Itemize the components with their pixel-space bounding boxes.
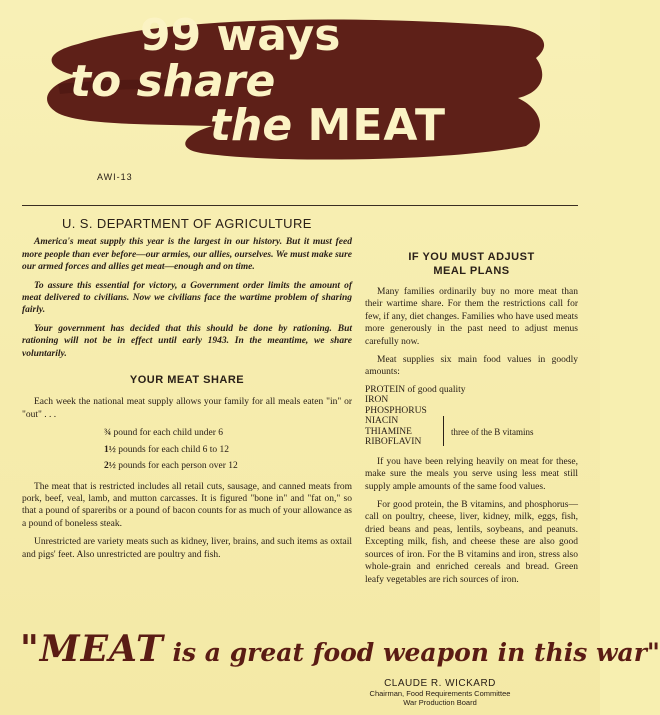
slogan: "MEAT is a great food weapon in this war" [20,628,660,670]
adjust-paragraph-3: If you have been relying heavily on meat for these, make sure the meals you serve using less meat still supply ample amounts of the same food values. [365,456,578,492]
adjust-paragraph-1: Many families ordinarily buy no more meat than their wartime share. For them the restrictions call for few, if any, diet changes. Families who have used meats more generously in the past need to adjust menus carefully now. [365,287,578,347]
nutrient-item: THIAMINE [365,426,412,437]
restricted-paragraph: The meat that is restricted includes all retail cuts, sausage, and canned meats from pork, beef, veal, lamb, and mutton carcasses. It is figured "bone in" and "fat on," so that a pound of spareribs or a pound of bacon counts for as much of your allowance as a pound of boneless steak. [22,481,352,529]
signature-block [340,678,540,707]
slogan-meat: MEAT [39,628,164,670]
b-vitamins-note: three of the B vitamins [451,426,534,437]
title-line-3 [210,100,447,151]
share-item: ¾ pound for each child under 6 [104,428,223,439]
adjust-paragraph-2: Meat supplies six main food values in goodly amounts: [365,355,578,378]
nutrient-item: RIBOFLAVIN [365,437,422,448]
divider-rule [22,205,578,206]
nutrient-item: NIACIN [365,416,399,427]
adjust-paragraph-4: For good protein, the B vitamins, and phosphorus—call on poultry, cheese, liver, kidney, milk, eggs, fish, dried beans and peas, lentils, soybeans, and peanuts. Excepting milk, fish, and cheese these are also good sources of iron. For the B vitamins and iron, stress also whole-grain and enriched cereals and bread. Green leafy vegetables are rich sources of iron. [365,500,578,585]
intro-paragraph-3: Your government has decided that this should be done by rationing. But rationing will not be in effect until early 1943. In the meantime, we share voluntarily. [22,323,352,359]
signatory-title: Chairman, Food Requirements Committee [369,689,511,698]
signatory-org: War Production Board [403,698,477,707]
unrestricted-paragraph: Unrestricted are variety meats such as kidney, liver, brains, and such items as oxtail and pigs' feet. Also unrestricted are poultry and fish. [22,537,352,560]
meat-share-heading: YOUR MEAT SHARE [129,374,245,387]
nutrient-item: PROTEIN of good quality [365,384,466,395]
document-code: AWI-13 [97,172,133,182]
right-column [365,250,578,592]
slogan-rest: is a great food weapon in this war" [163,638,660,667]
title-line-1: 99 ways [140,10,341,61]
meat-share-list [104,427,352,472]
title-the: the [210,100,293,151]
share-item: 1½ pounds for each child 6 to 12 [104,444,230,455]
title-meat: MEAT [307,100,447,151]
title-line-2: to share [70,56,276,107]
meat-share-intro: Each week the national meat supply allows your family for all meals eaten "in" or "out" . . . [22,397,352,420]
nutrient-item: PHOSPHORUS [365,405,427,416]
intro-paragraph-1: America's meat supply this year is the largest in our history. But it must feed more people than ever before—our armies, our allies, ourselves. We must make sure our armed forces and allies get meat—enough and on time. [22,237,352,273]
left-column [22,218,352,567]
nutrient-list [365,385,578,448]
nutrient-item: IRON [365,395,389,406]
intro-paragraph-2: To assure this essential for victory, a Government order limits the amount of meat delivered to civilians. Now we civilians face the wartime problem of sharing fairly. [22,280,352,316]
signatory-name: CLAUDE R. WICKARD [384,678,496,689]
department-heading: U. S. DEPARTMENT OF AGRICULTURE [62,216,312,231]
adjust-heading: IF YOU MUST ADJUST MEAL PLANS [408,251,535,277]
brace-mark [443,416,448,446]
share-item: 2½ pounds for each person over 12 [104,461,238,472]
